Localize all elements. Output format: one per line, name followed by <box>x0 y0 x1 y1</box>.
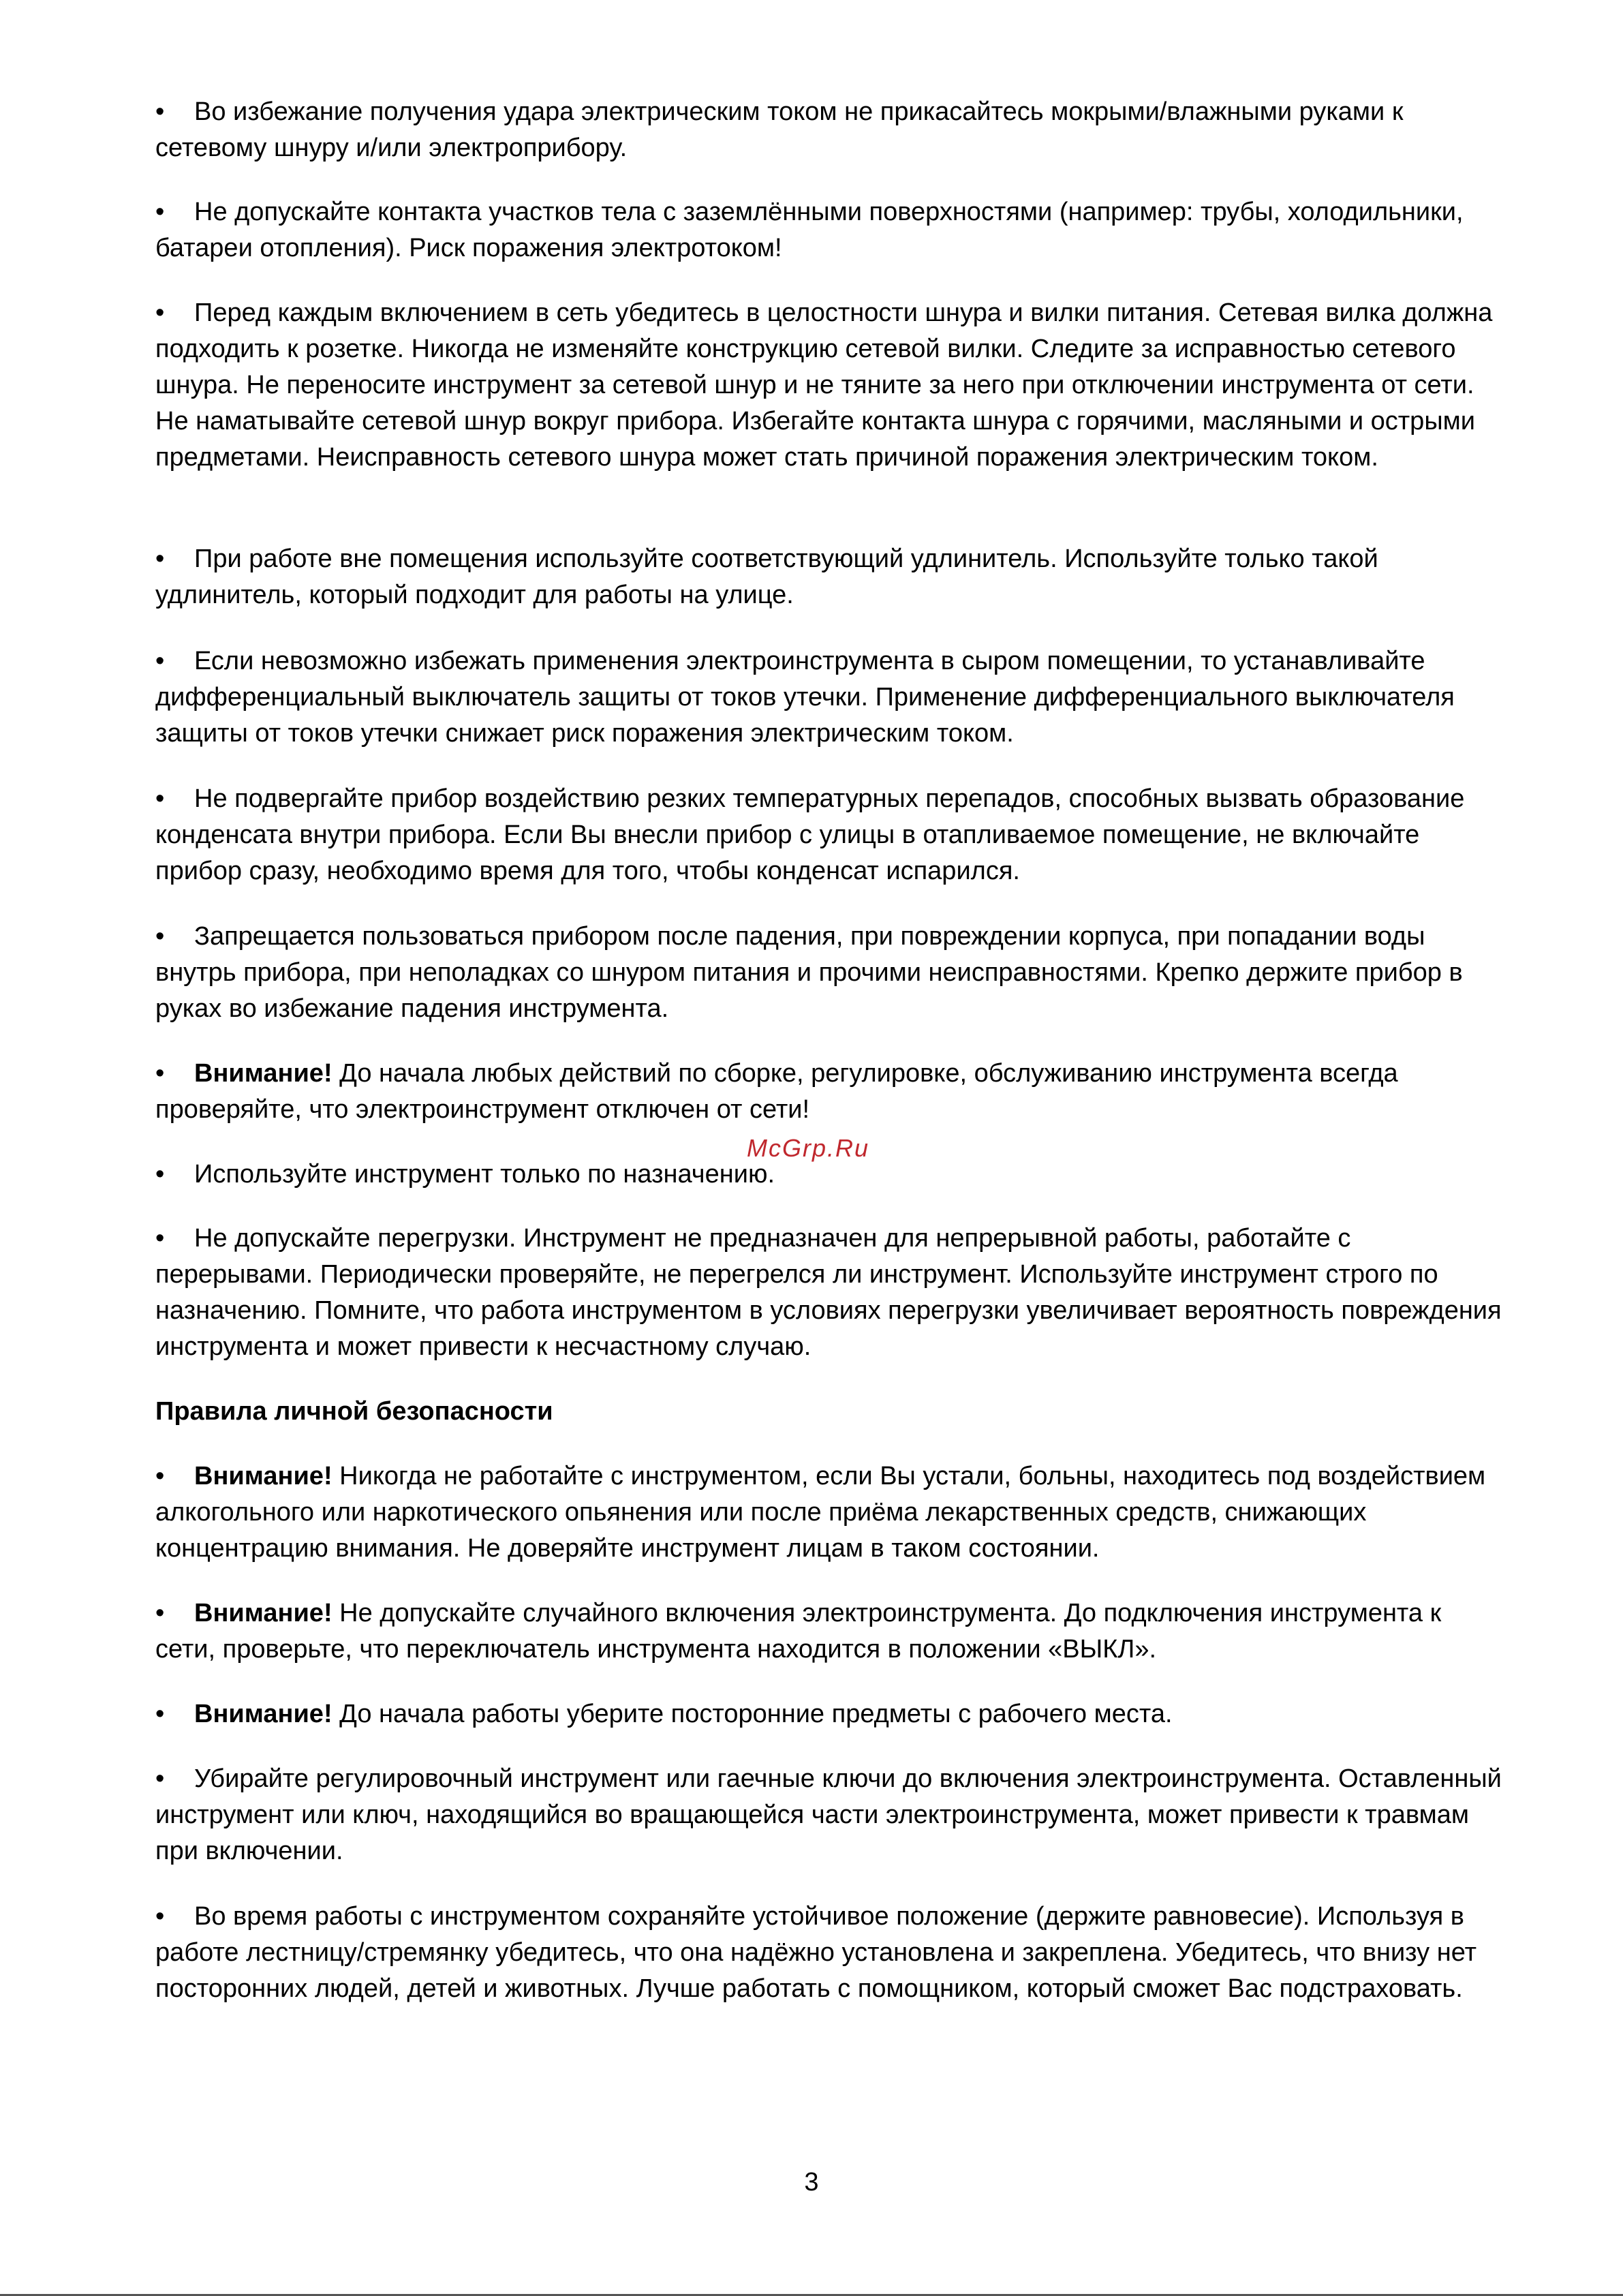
list-item <box>155 94 1504 166</box>
list-item <box>155 1899 1504 2007</box>
item-text: Используйте инструмент только по назначению. <box>194 1160 775 1189</box>
item-text: Не допускайте случайного включения электроинструмента. До подключения инструмента к сети, проверьте, что переключатель инструмента находится в положении «ВЫКЛ». <box>155 1599 1442 1664</box>
bullet: • <box>155 545 165 573</box>
list-item <box>155 1761 1504 1869</box>
item-text: Не подвергайте прибор воздействию резких температурных перепадов, способных вызвать образование конденсата внутри прибора. Если Вы внесли прибор с улицы в отапливаемое помещение, не включайте прибор сразу, необходимо время для того, чтобы конденсат испарился. <box>155 784 1465 885</box>
bullet: • <box>155 1462 165 1490</box>
bullet: • <box>155 784 165 813</box>
item-text: Во избежание получения удара электрическим током не прикасайтесь мокрыми/влажными руками к сетевому шнуру и/или электроприбору. <box>155 97 1404 162</box>
bullet: • <box>155 1059 165 1088</box>
list-item <box>155 643 1504 752</box>
bullet: • <box>155 647 165 675</box>
warning-label: Внимание! <box>194 1700 333 1728</box>
bullet: • <box>155 1700 165 1728</box>
item-text: Запрещается пользоваться прибором после падения, при повреждении корпуса, при попадании воды внутрь прибора, при неполадках со шнуром питания и прочими неисправностями. Крепко держите прибор в руках во избежание падения инструмента. <box>155 922 1463 1023</box>
list-item <box>155 541 1504 613</box>
list-item <box>155 1458 1504 1567</box>
list-item <box>155 1056 1504 1128</box>
list-item <box>155 1696 1504 1732</box>
warning-label: Внимание! <box>194 1059 333 1088</box>
section-heading: Правила личной безопасности <box>155 1397 553 1426</box>
list-item <box>155 295 1504 476</box>
bullet: • <box>155 1902 165 1931</box>
item-text: До начала работы уберите посторонние предметы с рабочего места. <box>332 1700 1173 1728</box>
item-text: До начала любых действий по сборке, регулировке, обслуживанию инструмента всегда проверяйте, что электроинструмент отключен от сети! <box>155 1059 1398 1124</box>
bullet: • <box>155 1160 165 1189</box>
page-number: 3 <box>804 2168 819 2196</box>
list-item <box>155 1221 1504 1365</box>
item-text: Убирайте регулировочный инструмент или гаечные ключи до включения электроинструмента. Оставленный инструмент или ключ, находящийся во вращающейся части электроинструмента, может привести к травмам при включении. <box>155 1764 1502 1865</box>
item-text: Никогда не работайте с инструментом, если Вы устали, больны, находитесь под воздействием алкогольного или наркотического опьянения или после приёма лекарственных средств, снижающих концентрацию внимания. Не доверяйте инструмент лицам в таком состоянии. <box>155 1462 1486 1563</box>
item-text: При работе вне помещения используйте соответствующий удлинитель. Используйте только такой удлинитель, который подходит для работы на улице. <box>155 545 1378 609</box>
item-text: Не допускайте контакта участков тела с заземлёнными поверхностями (например: трубы, холодильники, батареи отопления). Риск поражения электротоком! <box>155 198 1464 262</box>
list-item <box>155 1595 1504 1668</box>
bullet: • <box>155 1599 165 1627</box>
item-text: Перед каждым включением в сеть убедитесь в целостности шнура и вилки питания. Сетевая вилка должна подходить к розетке. Никогда не изменяйте конструкцию сетевой вилки. Следите за исправностью сетевого шнура. Не переносите инструмент за сетевой шнур и не тяните за него при отключении инструмента от сети. Не наматывайте сетевой шнур вокруг прибора. Избегайте контакта шнура с горячими, масляными и острыми предметами. Неисправность сетевого шнура может стать причиной поражения электрическим током. <box>155 299 1493 472</box>
list-item <box>155 781 1504 889</box>
bullet: • <box>155 922 165 951</box>
watermark: McGrp.Ru <box>747 1134 870 1162</box>
bullet: • <box>155 198 165 226</box>
bullet: • <box>155 1224 165 1253</box>
bullet: • <box>155 1764 165 1793</box>
item-text: Не допускайте перегрузки. Инструмент не предназначен для непрерывной работы, работайте с перерывами. Периодически проверяйте, не перегрелся ли инструмент. Используйте инструмент строго по назначению. Помните, что работа инструментом в условиях перегрузки увеличивает вероятность повреждения инструмента и может привести к несчастному случаю. <box>155 1224 1502 1361</box>
warning-label: Внимание! <box>194 1599 333 1627</box>
list-item <box>155 1157 1504 1193</box>
warning-label: Внимание! <box>194 1462 333 1490</box>
list-item <box>155 194 1504 266</box>
list-item <box>155 919 1504 1027</box>
item-text: Если невозможно избежать применения электроинструмента в сыром помещении, то устанавливайте дифференциальный выключатель защиты от токов утечки. Применение дифференциального выключателя защиты от токов утечки снижает риск поражения электрическим током. <box>155 647 1455 748</box>
bullet: • <box>155 97 165 126</box>
bullet: • <box>155 299 165 327</box>
item-text: Во время работы с инструментом сохраняйте устойчивое положение (держите равновесие). Используя в работе лестницу/стремянку убедитесь, что она надёжно установлена и закреплена. Убедитесь, что внизу нет посторонних людей, детей и животных. Лучше работать с помощником, который сможет Вас подстраховать. <box>155 1902 1477 2003</box>
